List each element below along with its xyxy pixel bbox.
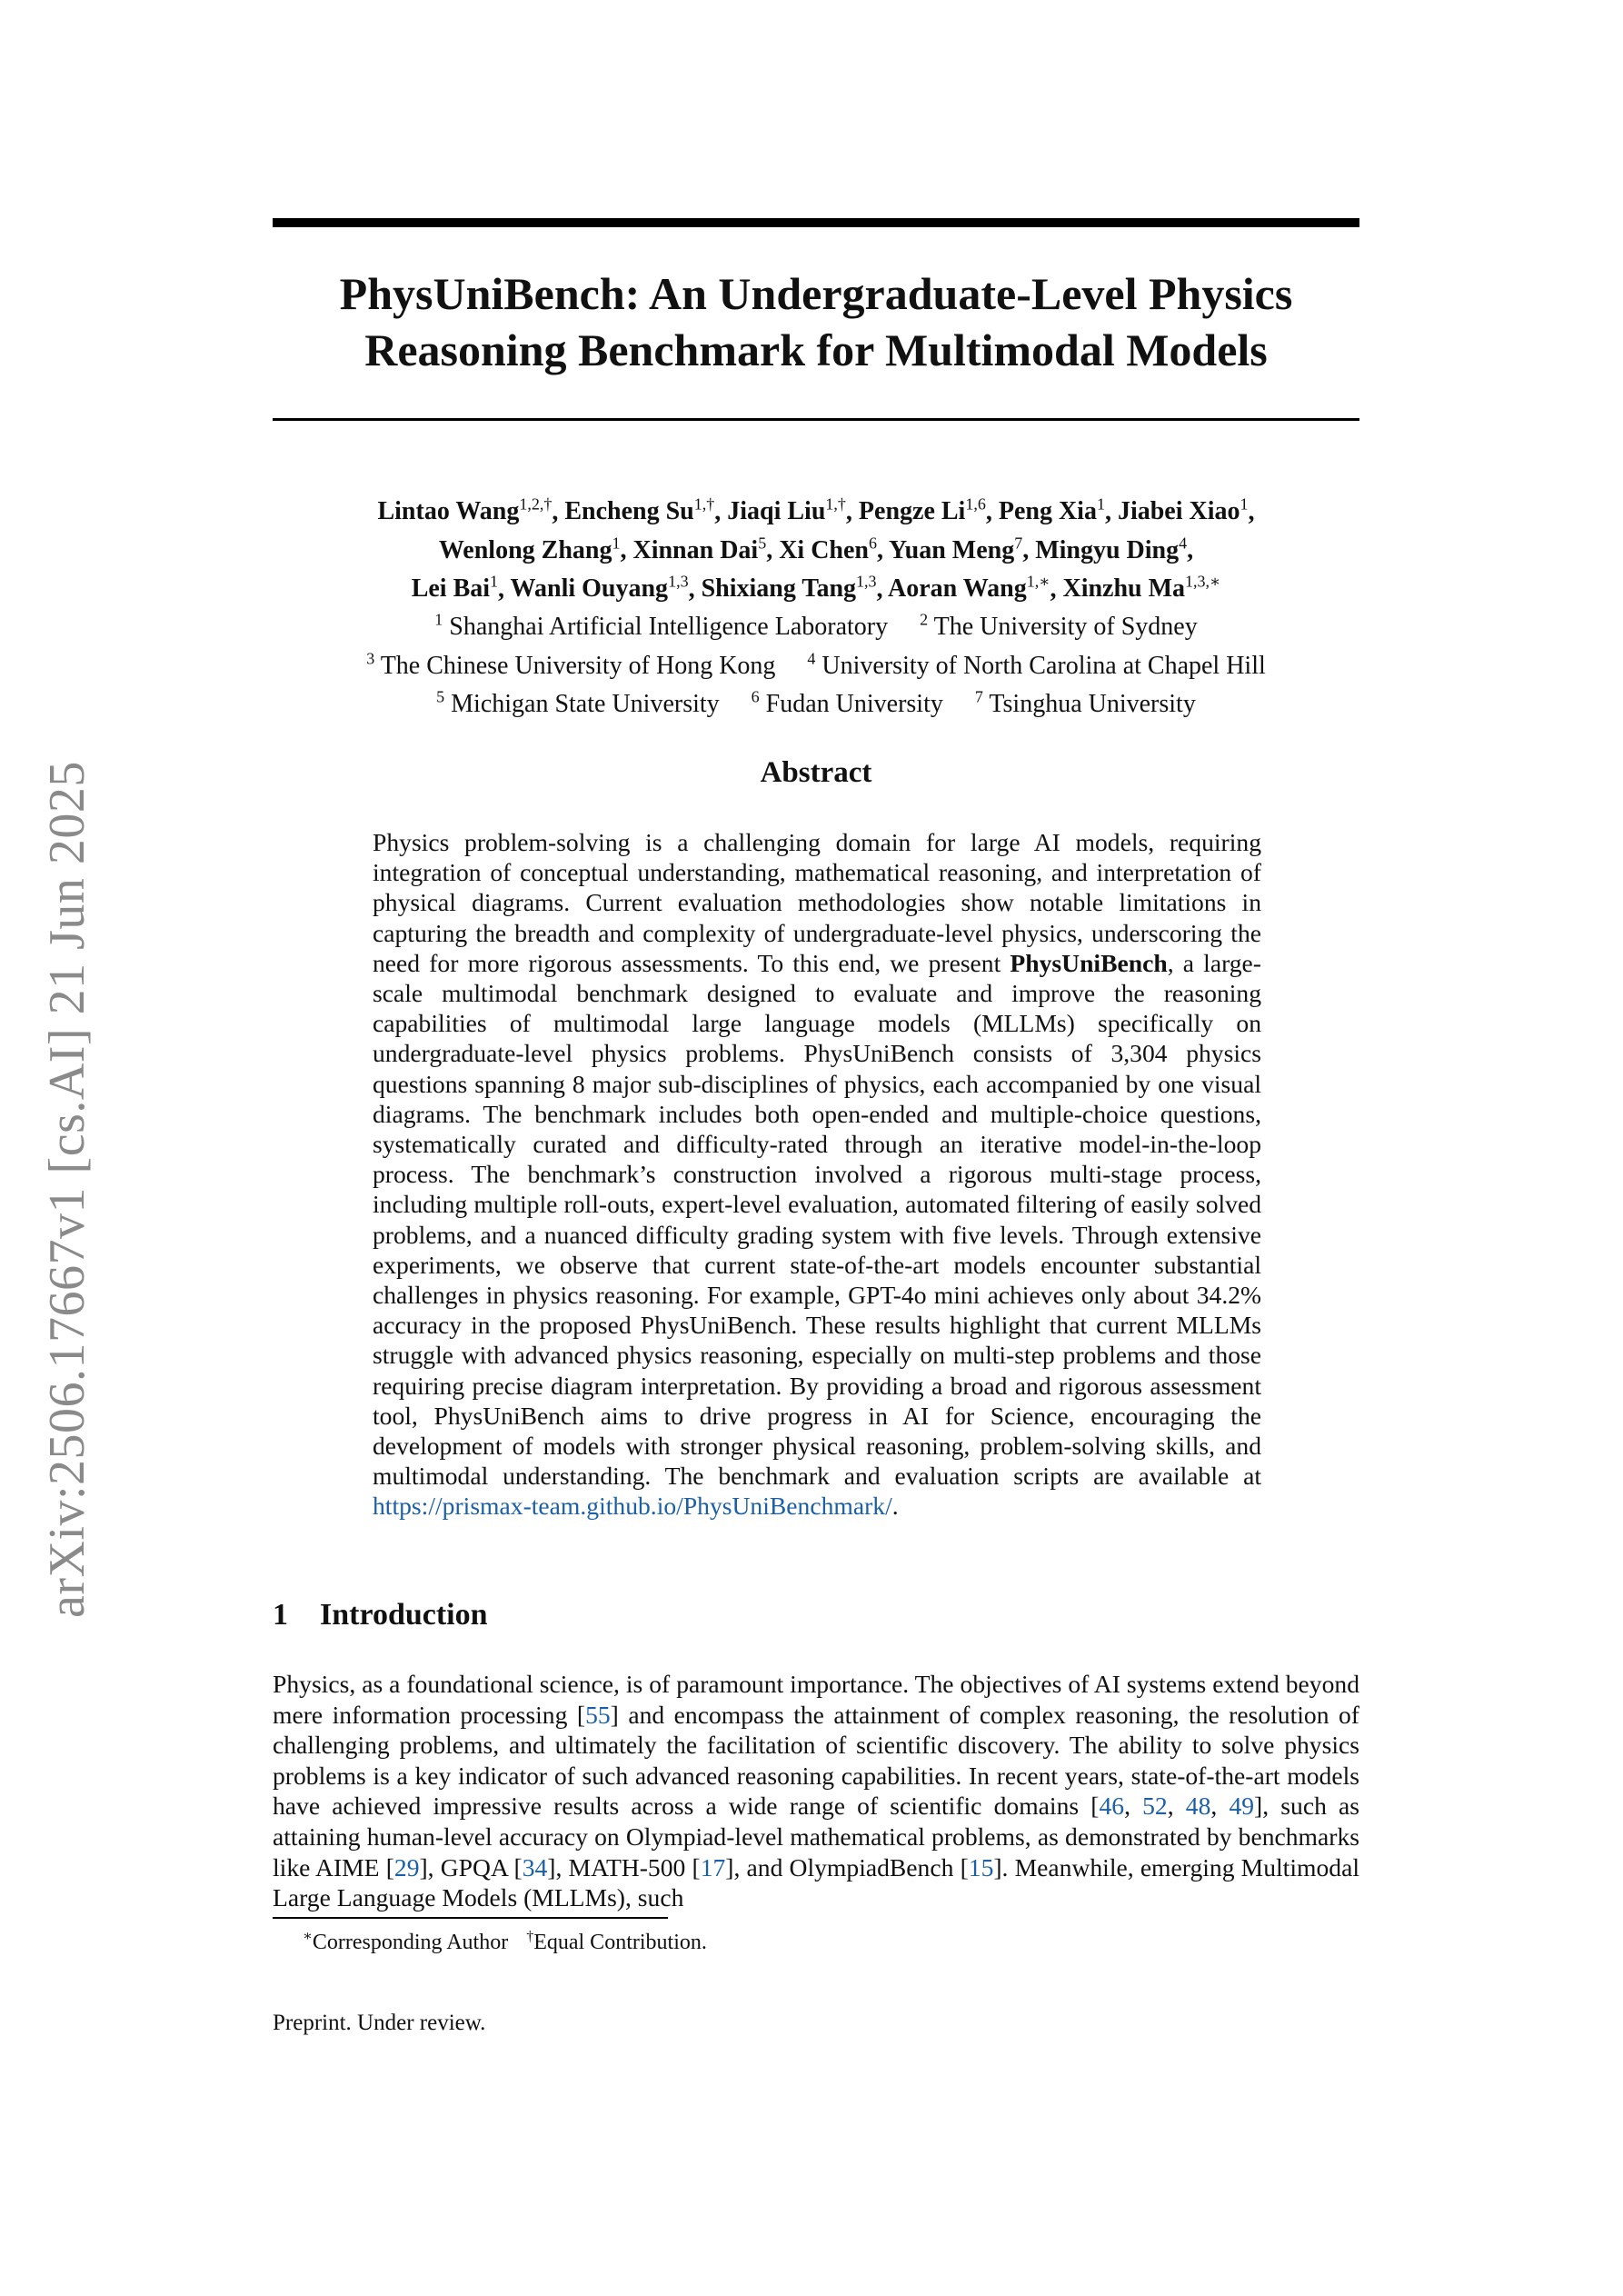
abstract-body: Physics problem-solving is a challenging domain for large AI models, requiring integration of conceptual understanding, mathematical reasoning, and interpretation of physical diagrams. Current evaluation methodologies show notable limitations in capturing the breadth and complexity of undergraduate-level physics, underscoring the need for more rigorous assessments. To this end, we present PhysUniBench, a large-scale multimodal benchmark designed to evaluate and improve the reasoning capabilities of multimodal large language models (MLLMs) specifically on undergraduate-level physics problems. PhysUniBench consists of 3,304 physics questions spanning 8 major sub-disciplines of physics, each accompanied by one visual diagrams. The benchmark includes both open-ended and multiple-choice questions, systematically curated and difficulty-rated through an iterative model-in-the-loop process. The benchmark’s construction involved a rigorous multi-stage process, including multiple roll-outs, expert-level evaluation, automated filtering of easily solved problems, and a nuanced difficulty grading system with five levels. Through extensive experiments, we observe that current state-of-the-art models encounter substantial challenges in physics reasoning. For example, GPT-4o mini achieves only about 34.2% accuracy in the proposed PhysUniBench. These results highlight that current MLLMs struggle with advanced physics reasoning, especially on multi-step problems and those requiring precise diagram interpretation. By providing a broad and rigorous assessment tool, PhysUniBench aims to drive progress in AI for Science, encouraging the development of models with stronger physical reasoning, problem-solving skills, and multimodal understanding. The benchmark and evaluation scripts are available at https://prismax-team.github.io/PhysUniBenchmark/. bbox=[373, 828, 1261, 1521]
author: Pengze Li$^{1,6}$ bbox=[858, 495, 986, 526]
citation-link[interactable]: 55 bbox=[585, 1700, 611, 1729]
footnote bbox=[303, 1927, 707, 1955]
project-link[interactable]: https://prismax-team.github.io/PhysUniBenchmark/ bbox=[373, 1492, 892, 1521]
abstract-heading: Abstract bbox=[760, 756, 872, 789]
author: Yuan Meng$^7$ bbox=[888, 534, 1023, 564]
affiliation: $^3$ The Chinese University of Hong Kong bbox=[366, 649, 776, 680]
section-title: Introduction bbox=[320, 1598, 488, 1632]
citation-link[interactable]: 17 bbox=[700, 1852, 726, 1882]
author: Mingyu Ding$^4$ bbox=[1035, 534, 1188, 564]
affiliation: $^1$ Shanghai Artificial Intelligence Laboratory bbox=[434, 610, 889, 642]
title-line-1: PhysUniBench: An Undergraduate-Level Physics bbox=[339, 268, 1293, 319]
title-top-rule bbox=[273, 218, 1359, 227]
citation-link[interactable]: 34 bbox=[522, 1852, 548, 1882]
affiliation-line-1 bbox=[273, 604, 1359, 643]
benchmark-name: PhysUniBench bbox=[1010, 948, 1168, 977]
introduction-body: Physics, as a foundational science, is of paramount importance. The objectives of AI systems extend beyond mere information processing [55] and encompass the attainment of complex reasoning, the resolution of challenging problems, and ultimately the facilitation of scientific discovery. The ability to solve physics problems is a key indicator of such advanced reasoning capabilities. In recent years, state-of-the-art models have achieved impressive results across a wide range of scientific domains [46, 52, 48, 49], such as attaining human-level accuracy on Olympiad-level mathematical problems, as demonstrated by benchmarks like AIME [29], GPQA [34], MATH-500 [17], and OlympiadBench [15]. Meanwhile, emerging Multimodal Large Language Models (MLLMs), such bbox=[273, 1670, 1360, 1912]
author: Jiaqi Liu$^{1,\dagger}$ bbox=[727, 495, 846, 526]
affiliation: $^4$ University of North Carolina at Chapel Hill bbox=[807, 649, 1266, 680]
section-number: 1 bbox=[273, 1598, 288, 1632]
citation-link[interactable]: 46 bbox=[1099, 1792, 1125, 1821]
author: Wenlong Zhang$^1$ bbox=[438, 534, 621, 564]
corresponding-author-note: Corresponding Author bbox=[312, 1931, 509, 1954]
preprint-notice: Preprint. Under review. bbox=[273, 2011, 486, 2035]
footnote-rule bbox=[273, 1917, 668, 1919]
author: Lintao Wang$^{1,2,\dagger}$ bbox=[377, 495, 553, 526]
author-names: Lintao Wang$^{1,2,\dagger}$, Encheng $Su^{1,\dagger}$, Jiaqi Liu$^{1,\dagger}$, Pengze Li$^{1,6}$, Peng Xia$^1$, Jiabei Xiao$^1$, Wenlong Zhang$^1$, Xinnan Dai$^5$, Xi Chen$^6$, Yuan Meng$^7$, Mingyu Ding$^4$, Lei Bai$^1$, Wanli Ouyang$^{1,3}$, Shixiang Tang$^{1,3}$, Aoran Wang$^{1,∗}$, Xinzhu $Ma^{1,3,∗}$ bbox=[377, 495, 1255, 603]
citation-link[interactable]: 52 bbox=[1142, 1792, 1168, 1821]
citation-link[interactable]: 29 bbox=[393, 1852, 420, 1882]
paper-title bbox=[273, 265, 1359, 378]
affiliation: $^2$ The University of Sydney bbox=[920, 610, 1198, 642]
author: Wanli Ouyang$^{1,3}$ bbox=[510, 572, 689, 603]
author: Aoran Wang$^{1,∗}$ bbox=[887, 572, 1050, 603]
affiliation: $^7$ Tsinghua University bbox=[974, 687, 1196, 718]
citation-link[interactable]: 48 bbox=[1185, 1792, 1211, 1821]
corresponding-mark: ∗ bbox=[303, 1929, 313, 1944]
affiliation: $^6$ Fudan University bbox=[751, 687, 943, 718]
citation-link[interactable]: 49 bbox=[1229, 1792, 1255, 1821]
title-line-2: Reasoning Benchmark for Multimodal Models bbox=[364, 324, 1268, 375]
author: Xi Chen$^6$ bbox=[779, 534, 877, 564]
author: Xinzhu $Ma^{1,3,∗}$ bbox=[1062, 572, 1221, 603]
author: Xinnan Dai$^5$ bbox=[632, 534, 767, 564]
author: Shixiang Tang$^{1,3}$ bbox=[701, 572, 877, 603]
title-bottom-rule bbox=[273, 418, 1359, 421]
affiliation-line-2 bbox=[273, 643, 1359, 681]
author: Jiabei Xiao$^1$ bbox=[1117, 495, 1249, 526]
author-block bbox=[273, 489, 1359, 720]
affiliation-line-3 bbox=[273, 682, 1359, 720]
arxiv-side-identifier: arXiv:2506.17667v1 [cs.AI] 21 Jun 2025 bbox=[39, 761, 95, 1618]
author: Peng Xia$^1$ bbox=[998, 495, 1105, 526]
citation-link[interactable]: 15 bbox=[968, 1852, 994, 1882]
equal-contribution-mark: † bbox=[526, 1929, 534, 1944]
affiliation: $^5$ Michigan State University bbox=[436, 687, 720, 718]
equal-contribution-note: Equal Contribution. bbox=[533, 1931, 707, 1954]
introduction-heading bbox=[273, 1598, 488, 1632]
author: Encheng $Su^{1,\dagger}$ bbox=[564, 495, 715, 526]
author: Lei Bai$^1$ bbox=[411, 572, 499, 603]
